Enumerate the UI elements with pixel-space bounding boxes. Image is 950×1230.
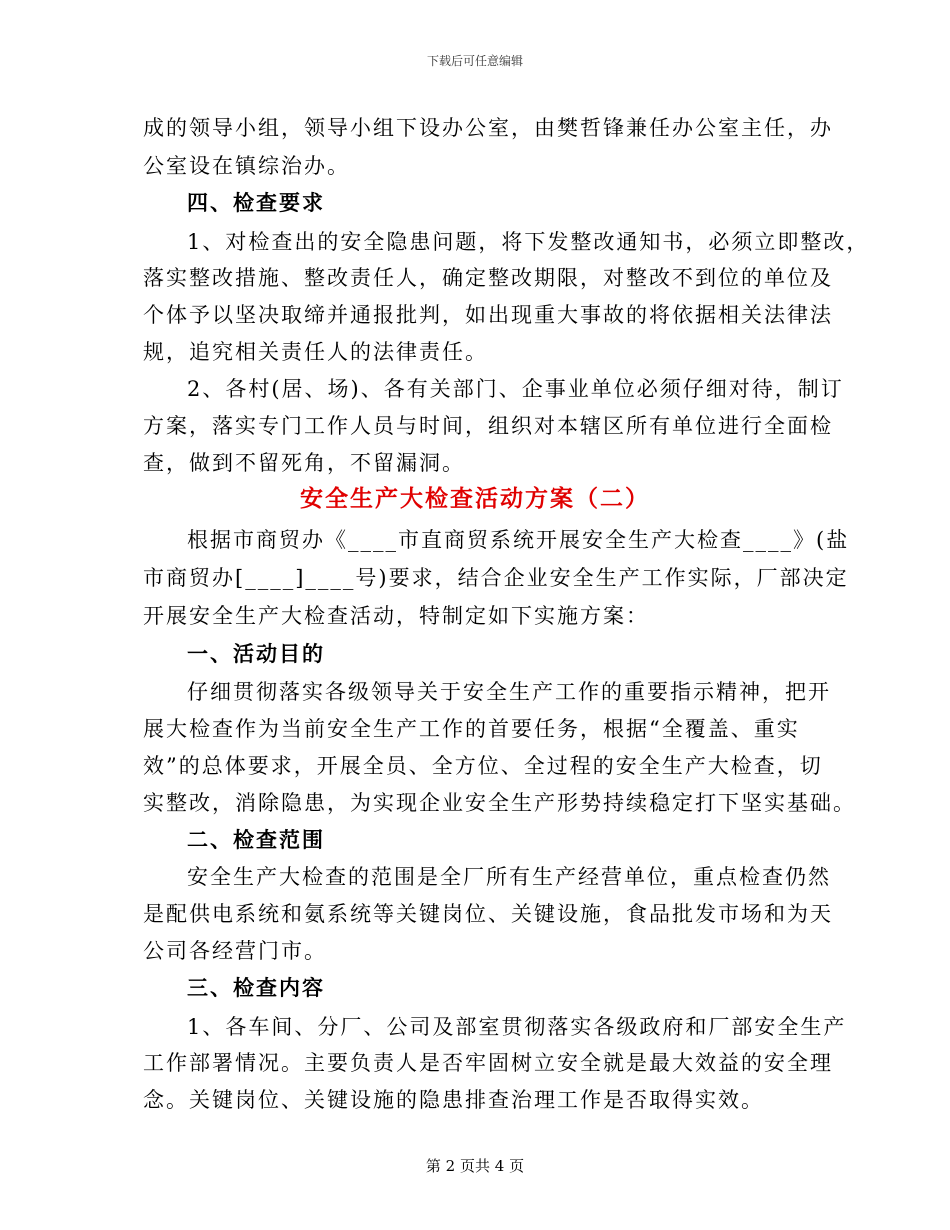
- body-line: 公司各经营门市。: [143, 939, 327, 963]
- body-line: 公室设在镇综治办。: [143, 154, 350, 178]
- body-line: 实整改，消除隐患，为实现企业安全生产形势持续稳定打下坚实基础。: [143, 791, 856, 815]
- body-line: 1、对检查出的安全隐患问题，将下发整改通知书，必须立即整改，: [187, 230, 870, 254]
- body-line: 方案，落实专门工作人员与时间，组织对本辖区所有单位进行全面检: [143, 414, 833, 438]
- body-line: 成的领导小组，领导小组下设办公室，由樊哲锋兼任办公室主任，办: [143, 116, 833, 140]
- body-line: 仔细贯彻落实各级领导关于安全生产工作的重要指示精神，把开: [187, 680, 831, 704]
- body-line: 1、各车间、分厂、公司及部室贯彻落实各级政府和厂部安全生产: [187, 1015, 847, 1039]
- body-line: 念。关键岗位、关键设施的隐患排查治理工作是否取得实效。: [143, 1088, 764, 1112]
- page-footer: 第 2 页共 4 页: [425, 1157, 525, 1175]
- body-line: 2、各村(居、场)、各有关部门、企事业单位必须仔细对待，制订: [187, 377, 844, 401]
- body-line: 根据市商贸办《____市直商贸系统开展安全生产大检查____》(盐: [187, 528, 850, 552]
- section-heading: 三、检查内容: [187, 975, 325, 1000]
- body-line: 市商贸办[____]____号)要求，结合企业安全生产工作实际，厂部决定: [143, 566, 849, 590]
- body-line: 个体予以坚决取缔并通报批判，如出现重大事故的将依据相关法律法: [143, 303, 833, 327]
- body-line: 展大检查作为当前安全生产工作的首要任务，根据“全覆盖、重实: [143, 717, 800, 741]
- body-line: 规，追究相关责任人的法律责任。: [143, 340, 488, 364]
- body-line: 安全生产大检查的范围是全厂所有生产经营单位，重点检查仍然: [187, 865, 831, 889]
- page-header: 下载后可任意编辑: [426, 54, 523, 68]
- document-title: 安全生产大检查活动方案（二）: [300, 485, 650, 512]
- body-line: 工作部署情况。主要负责人是否牢固树立安全就是最大效益的安全理: [143, 1051, 833, 1075]
- section-heading: 二、检查范围: [187, 827, 325, 852]
- body-line: 是配供电系统和氨系统等关键岗位、关键设施，食品批发市场和为天: [143, 902, 833, 926]
- body-line: 落实整改措施、整改责任人，确定整改期限，对整改不到位的单位及: [143, 266, 833, 290]
- body-line: 效”的总体要求，开展全员、全方位、全过程的安全生产大检查，切: [143, 754, 823, 778]
- section-heading: 四、检查要求: [187, 190, 325, 215]
- section-heading: 一、活动目的: [187, 641, 325, 666]
- body-line: 查，做到不留死角，不留漏洞。: [143, 451, 465, 475]
- body-line: 开展安全生产大检查活动，特制定如下实施方案：: [143, 604, 649, 628]
